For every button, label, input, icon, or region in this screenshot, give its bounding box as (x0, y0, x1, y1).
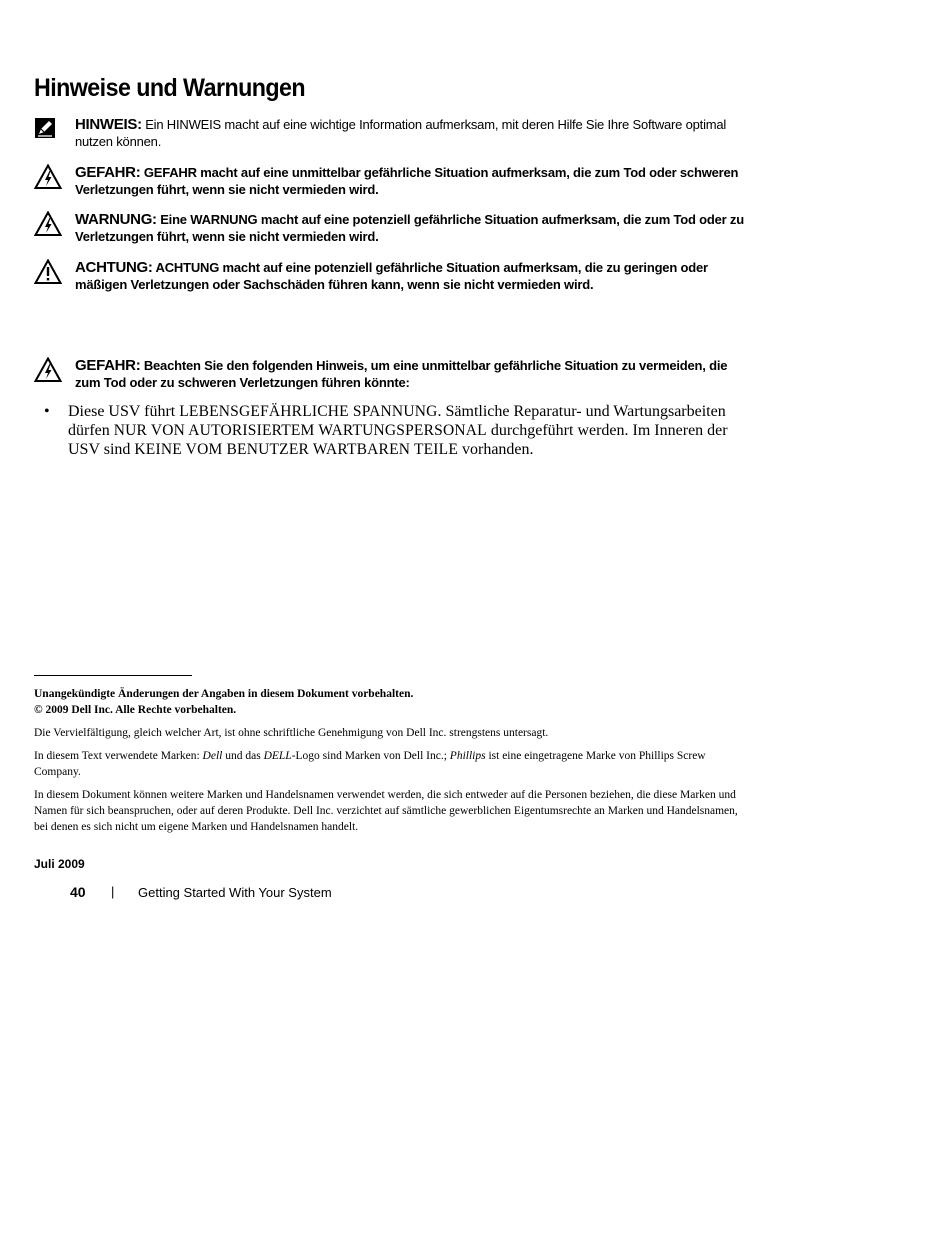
pencil-note-icon (34, 117, 62, 143)
lightning-warning-icon (34, 211, 62, 237)
page-title: Hinweise und Warnungen (34, 74, 306, 102)
bullet-text-part: Diese USV führt (68, 403, 180, 420)
bullet-list (44, 402, 744, 459)
trademark-dell-logo: DELL (263, 750, 292, 762)
exclamation-warning-icon (34, 259, 62, 285)
bullet-emphasis: LEBENSGEFÄHRLICHE SPANNUNG (179, 403, 438, 420)
other-marks-notice: In diesem Dokument können weitere Marken und Handelsnamen verwendet werden, die sich entweder auf die Personen beziehen, die diese Marken und Namen für sich beanspruchen, oder auf deren Produkte. Dell Inc. verzichtet auf sämtliche gewerblichen Eigentumsrechte an Marken und Handelsnamen, bei denen es sich nicht um eigene Marken und Handelsnamen handelt. (34, 789, 738, 833)
trademark-phillips: Phillips (449, 750, 486, 762)
footnote-divider (34, 675, 192, 676)
note-notice-text (75, 116, 755, 150)
warning-notice (34, 211, 754, 247)
bullet-dot: • (44, 403, 50, 420)
notice-label: WARNUNG: (75, 211, 157, 228)
notice-body: ACHTUNG macht auf eine potenziell gefährliche Situation aufmerksam, die zu geringen oder mäßigen Verletzungen oder Sachschäden führen kann, wenn sie nicht vermieden wird. (75, 260, 708, 292)
changes-line: Unangekündigte Änderungen der Angaben in diesem Dokument vorbehalten. (34, 688, 414, 700)
trademarks-text: -Logo sind Marken von Dell Inc.; (291, 750, 450, 762)
publication-date: Juli 2009 (34, 857, 85, 871)
list-item (44, 402, 744, 459)
footer-doc-title: Getting Started With Your System (138, 885, 332, 900)
page-number: 40 (70, 884, 86, 900)
notice-label: ACHTUNG: (75, 259, 153, 276)
trademarks-text: ist eine eingetragene Marke von Phillips Screw Company. (34, 750, 706, 778)
danger-notice (34, 164, 754, 200)
bullet-text-part: . Sämtliche Reparatur- und Wartungsarbeiten dürfen (68, 403, 726, 439)
notice-body: GEFAHR macht auf eine unmittelbar gefährliche Situation aufmerksam, die zum Tod oder schweren Verletzungen führt, wenn sie nicht vermieden wird. (75, 165, 739, 197)
changes-notice (34, 686, 754, 718)
notice-label: GEFAHR: (75, 164, 141, 181)
footer-separator: | (111, 884, 115, 899)
lightning-warning-icon (34, 357, 62, 383)
trademark-dell: Dell (202, 750, 223, 762)
caution-notice-text (75, 259, 755, 293)
trademarks-text: und das (222, 750, 264, 762)
trademarks-notice (34, 748, 754, 780)
bullet-emphasis: NUR VON AUTORISIERTEM WARTUNGSPERSONAL (113, 422, 487, 439)
trademarks-text: In diesem Text verwendete Marken: (34, 750, 203, 762)
bullet-text (68, 403, 728, 458)
notice-body: Beachten Sie den folgenden Hinweis, um eine unmittelbar gefährliche Situation zu vermeiden, die zum Tod oder zu schweren Verletzungen führen könnte: (75, 358, 728, 390)
bullet-text-part: durchgeführt werden. Im Inneren der USV sind (68, 422, 728, 458)
danger-notice-usv-text (75, 357, 755, 391)
notice-body: Eine WARNUNG macht auf eine potenziell gefährliche Situation aufmerksam, die zum Tod oder zu Verletzungen führt, wenn sie nicht vermieden wird. (75, 212, 744, 244)
caution-notice (34, 259, 754, 295)
lightning-warning-icon (34, 164, 62, 190)
bullet-text-part: vorhanden. (458, 441, 534, 458)
bullet-emphasis: KEINE VOM BENUTZER WARTBAREN TEILE (134, 441, 458, 458)
copyright-line: © 2009 Dell Inc. Alle Rechte vorbehalten. (34, 704, 237, 716)
danger-notice-usv (34, 357, 754, 393)
notice-label: HINWEIS: (75, 116, 142, 133)
warning-notice-text (75, 211, 755, 245)
notice-label: GEFAHR: (75, 357, 141, 374)
note-notice (34, 116, 754, 152)
notice-body: Ein HINWEIS macht auf eine wichtige Information aufmerksam, mit deren Hilfe Sie Ihre Software optimal nutzen können. (75, 117, 727, 149)
reproduction-notice: Die Vervielfältigung, gleich welcher Art, ist ohne schriftliche Genehmigung von Dell Inc. strengstens untersagt. (34, 727, 549, 739)
danger-notice-text (75, 164, 755, 198)
